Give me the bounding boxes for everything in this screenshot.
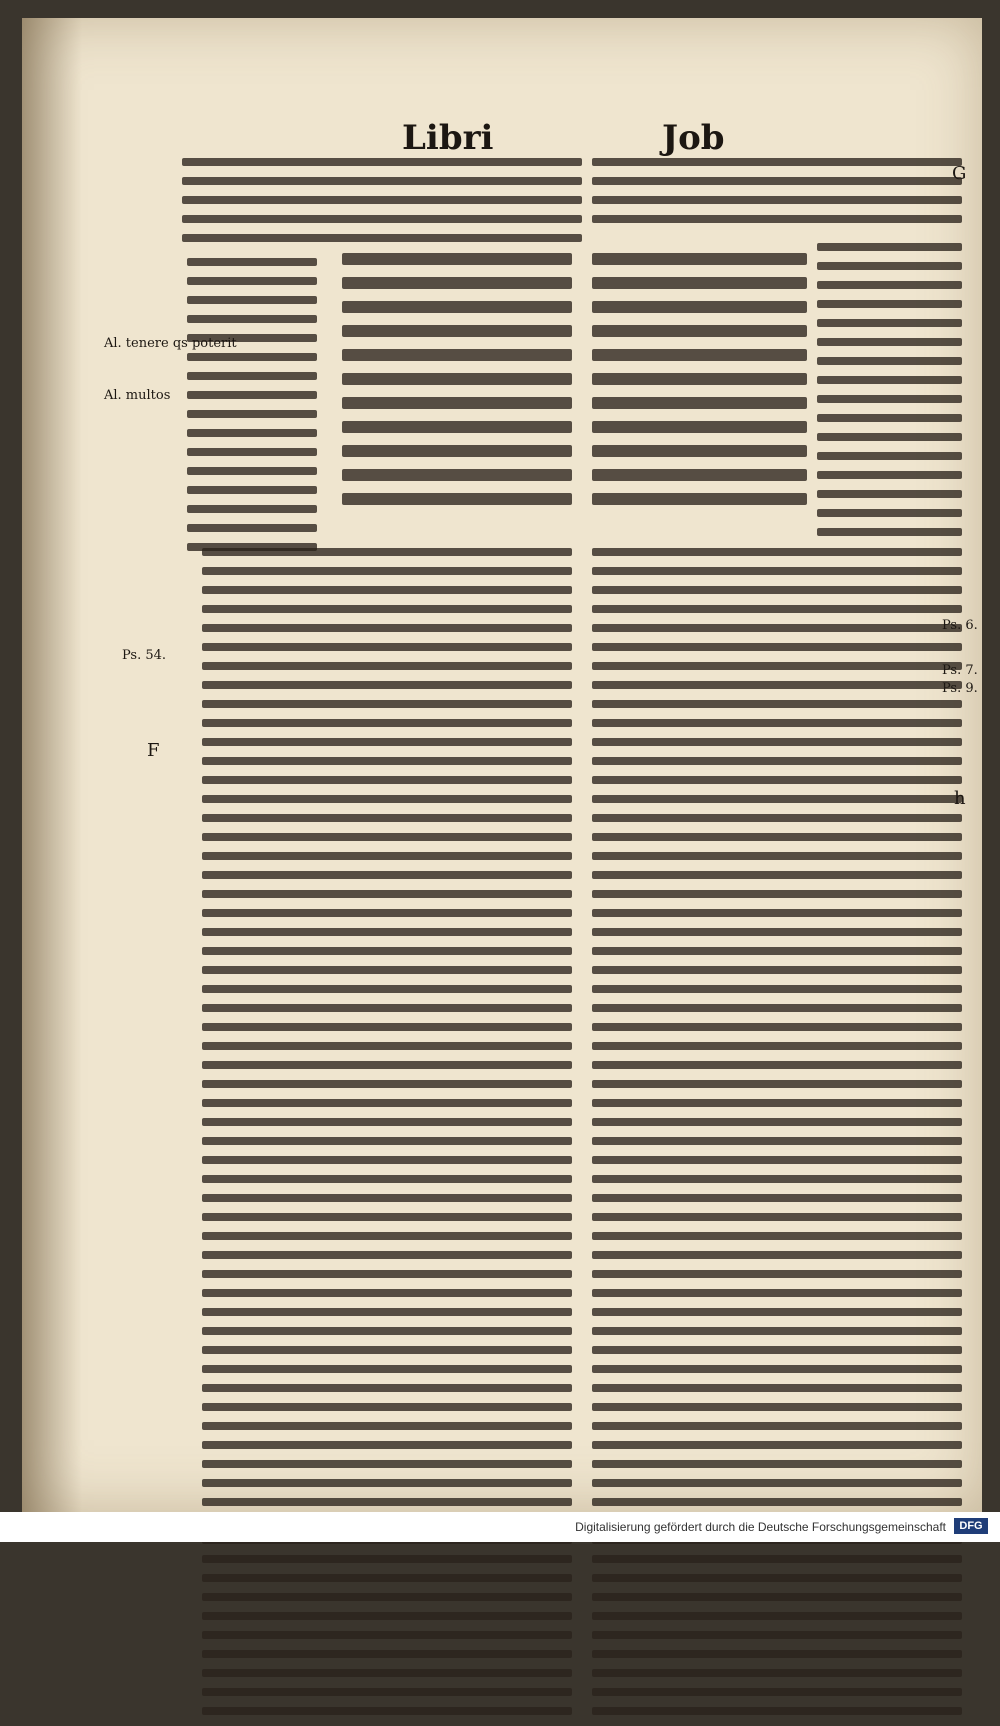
running-head-left: Libri (402, 118, 494, 158)
margin-letter: G (952, 163, 967, 184)
gloss-left-top (182, 158, 582, 253)
gloss-left-body (202, 548, 572, 1726)
footer-credit: Digitalisierung gefördert durch die Deutsche Forschungsgemeinschaft (575, 1520, 946, 1534)
margin-letter: h (954, 788, 966, 809)
margin-note: Ps. 54. (122, 648, 167, 663)
gloss-right-narrow (817, 243, 962, 547)
margin-note: Ps. 7. (942, 663, 978, 678)
margin-letter: F (147, 740, 160, 761)
dfg-logo-icon: DFG (954, 1518, 988, 1534)
digitization-footer (0, 1512, 1000, 1542)
margin-note: Ps. 6. (942, 618, 978, 633)
margin-note: Al. tenere qs poterit (104, 336, 237, 351)
margin-note: Ps. 9. (942, 681, 978, 696)
gloss-left-narrow (187, 258, 317, 562)
main-text-left (342, 253, 572, 517)
running-head-right: Job (662, 118, 725, 158)
gloss-right-body (592, 548, 962, 1726)
main-text-right (592, 253, 807, 517)
page-spine-shadow (22, 18, 82, 1512)
margin-note: Al. multos (104, 388, 171, 403)
book-page (22, 18, 982, 1512)
gloss-right-top (592, 158, 962, 234)
